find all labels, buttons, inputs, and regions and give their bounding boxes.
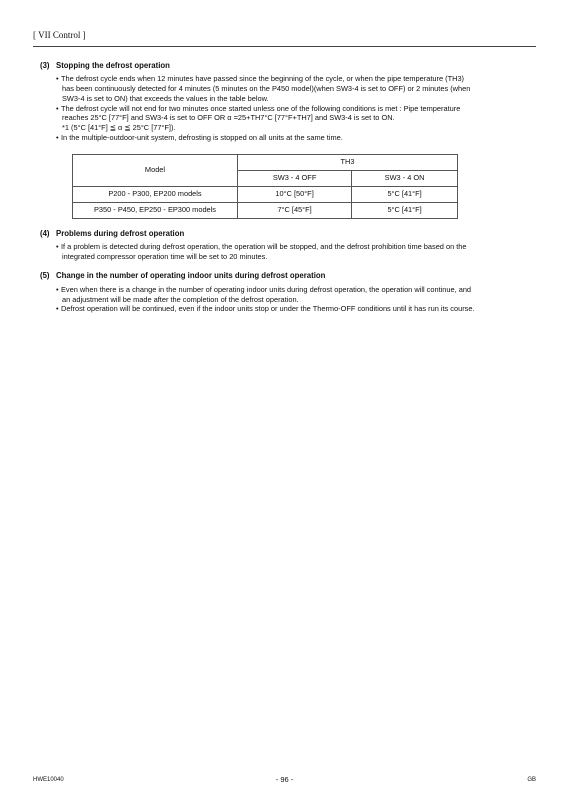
- footer-doc-id: HWE10040: [33, 777, 64, 783]
- bullet-item: • Defrost operation will be continued, even if the indoor units stop or under the Thermo-OFF conditions until it has run its course.: [56, 304, 475, 314]
- section-number: (4): [40, 228, 50, 238]
- footer-language: GB: [527, 777, 536, 783]
- bullet-item: • The defrost cycle will not end for two minutes once started unless one of the following conditions is met : Pipe temperature: [56, 103, 461, 113]
- table-header-sw-off: SW3 - 4 OFF: [238, 170, 352, 186]
- defrost-threshold-table: [72, 154, 458, 219]
- header-rule: [33, 46, 536, 47]
- table-cell-model: P350 - P450, EP250 - EP300 models: [73, 202, 238, 218]
- bullet-continuation: has been continuously detected for 4 minutes (5 minutes on the P450 model)(when SW3-4 is set to OFF) or 2 minutes (when: [62, 84, 471, 94]
- section-number: (3): [40, 61, 50, 70]
- section-title: [40, 61, 533, 71]
- section-number: (5): [40, 271, 50, 281]
- bullet-item: • Even when there is a change in the number of operating indoor units during defrost operation, the operation will continue, and: [56, 284, 472, 294]
- table-header-sw-on: SW3 - 4 ON: [352, 170, 458, 186]
- section-title: [40, 229, 533, 239]
- section-change-indoor-units: [40, 271, 533, 314]
- bullet-item: • If a problem is detected during defrost operation, the operation will be stopped, and the defrost prohibition time based on the: [56, 241, 467, 251]
- bullet-continuation: an adjustment will be made after the completion of the defrost operation.: [62, 294, 299, 304]
- page-content: [40, 61, 533, 324]
- table-cell-model: P200 - P300, EP200 models: [73, 186, 238, 202]
- table-cell-on: 5°C [41°F]: [352, 202, 458, 218]
- footer-page-number: - 96 -: [275, 775, 294, 784]
- section-body: [56, 74, 533, 142]
- section-problems-defrost: [40, 229, 533, 262]
- table-row: [73, 186, 458, 202]
- table-cell-off: 10°C [50°F]: [238, 186, 352, 202]
- bullet-continuation: SW3-4 is set to ON) that exceeds the values in the table below.: [62, 93, 269, 103]
- table-row: [73, 202, 458, 218]
- table-cell-on: 5°C [41°F]: [352, 186, 458, 202]
- bullet-continuation: integrated compressor operation time will be set to 20 minutes.: [62, 251, 268, 261]
- table-header-model: Model: [73, 154, 238, 186]
- section-heading: Change in the number of operating indoor units during defrost operation: [56, 271, 326, 281]
- bullet-item: • In the multiple-outdoor-unit system, defrosting is stopped on all units at the same time.: [56, 132, 343, 142]
- section-heading: Stopping the defrost operation: [56, 61, 170, 70]
- section-heading: Problems during defrost operation: [56, 228, 185, 238]
- section-title: [40, 271, 533, 281]
- section-body: [56, 242, 533, 262]
- footnote-line: *1 (5°C [41°F] ≦ α ≦ 25°C [77°F]).: [62, 123, 176, 133]
- bullet-item: • The defrost cycle ends when 12 minutes have passed since the beginning of the cycle, or when the pipe temperature (TH3): [56, 74, 465, 84]
- page-header: [ VII Control ]: [33, 30, 86, 40]
- section-body: [56, 285, 533, 314]
- table-header-th3: TH3: [238, 154, 458, 170]
- bullet-continuation: reaches 25°C [77°F] and SW3-4 is set to OFF OR α =25+TH7°C [77°F+TH7] and SW3-4 is set to ON.: [62, 113, 395, 123]
- table-cell-off: 7°C [45°F]: [238, 202, 352, 218]
- section-stopping-defrost: [40, 61, 533, 219]
